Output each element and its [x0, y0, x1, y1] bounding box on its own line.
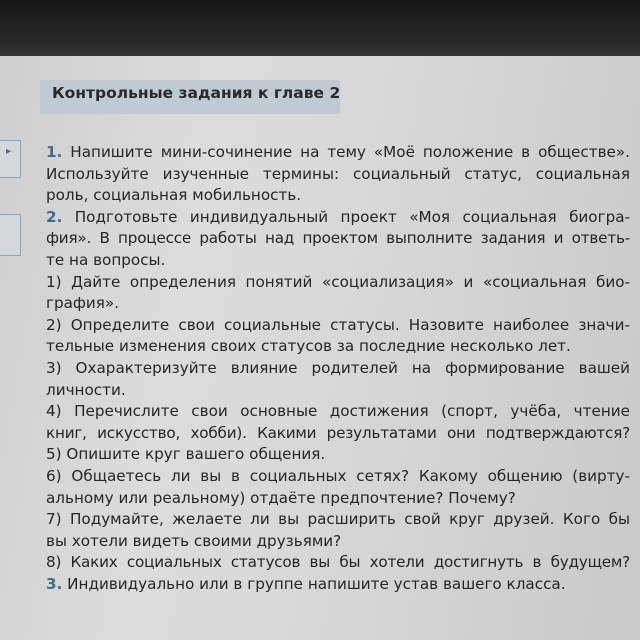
task-line	[46, 142, 630, 164]
subtask-line: вы хотели видеть своими друзьями?	[46, 531, 342, 550]
task-line	[46, 574, 630, 596]
subtask-line: 5) Опишите круг вашего общения.	[46, 445, 326, 464]
subtask-line: графия».	[46, 294, 120, 313]
subtask-line: альному или реальному) отдаёте предпочтение? Почему?	[46, 488, 516, 507]
textbook-page	[0, 56, 640, 640]
task-line	[46, 207, 630, 229]
task-line: фия». В процессе работы над проектом выполните задания и ответь-	[46, 229, 630, 248]
task-line: те на вопросы.	[46, 250, 166, 269]
task-number: 1.	[46, 143, 63, 161]
subtask-line: 4) Перечислите свои основные достижения (спорт, учёба, чтение	[46, 402, 630, 421]
task-number: 2.	[46, 207, 63, 226]
section-header	[40, 80, 340, 114]
task-text: Индивидуально или в группе напишите устав вашего класса.	[67, 574, 566, 593]
task-item	[46, 574, 630, 596]
task-list	[46, 142, 630, 595]
section-title: Контрольные задания к главе 2	[52, 84, 341, 102]
task-item	[46, 142, 630, 207]
task-text: Напишите мини-сочинение на тему «Моё положение в обществе».	[70, 143, 630, 161]
subtask-line: личности.	[46, 380, 126, 399]
task-line: Используйте изученные термины: социальный статус, социальная	[46, 164, 630, 183]
subtask-line: книг, искусство, хобби). Какими результатами они подтверждаются?	[46, 423, 630, 442]
arrow-right-icon: ▸	[6, 146, 12, 157]
margin-marker-box	[0, 214, 21, 256]
subtask-line: 3) Охарактеризуйте влияние родителей на формирование вашей	[46, 358, 630, 377]
subtask-line: 7) Подумайте, желаете ли вы расширить свой круг друзей. Кого бы	[46, 510, 630, 529]
subtask-line: 1) Дайте определения понятий «социализация» и «социальная био-	[46, 272, 630, 291]
subtask-line: 6) Общаетесь ли вы в социальных сетях? Какому общению (вирту-	[46, 466, 630, 485]
subtask-line: 8) Каких социальных статусов вы бы хотели достигнуть в будущем?	[46, 553, 630, 572]
task-text: Подготовьте индивидуальный проект «Моя социальная биогра-	[74, 207, 630, 226]
dark-top-background	[0, 0, 640, 62]
task-number: 3.	[46, 574, 63, 593]
subtask-line: 2) Определите свои социальные статусы. Назовите наиболее значи-	[46, 315, 630, 334]
task-item	[46, 207, 630, 574]
task-line: роль, социальная мобильность.	[46, 186, 302, 205]
subtask-line: тельные изменения своих статусов за последние несколько лет.	[46, 337, 571, 356]
